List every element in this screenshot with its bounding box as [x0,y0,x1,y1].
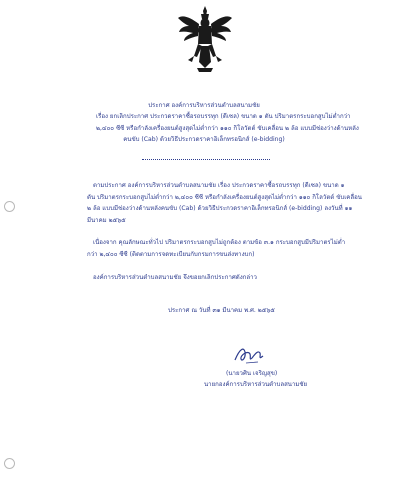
garuda-emblem-icon [177,4,233,74]
para2-line-1: เนื่องจาก คุณลักษณะทั่วไป ปริมาตรกระบอกสูบไม่ถูกต้อง ตามข้อ ๓.๑ กระบอกสูบมีปริมาตรไม่ต่ำ [93,239,346,246]
date-line: ประกาศ ณ วันที่ ๓๑ มีนาคม พ.ศ. ๒๕๖๕ [168,307,275,314]
subject-line-2: ๒,๔๐๐ ซีซี หรือกำลังเครื่องยนต์สูงสุดไม่ต่ำกว่า ๑๑๐ กิโลวัตต์ ขับเคลื่อน ๒ ล้อ แบบมีช่องว่างด้านหลัง [96,125,359,132]
para1-line-3: ๒ ล้อ แบบมีช่องว่างด้านหลังคนขับ (Cab) ด้วยวิธีประกวดราคาอิเล็กทรอนิกส์ (e-bidding) ลงวันที่ ๑๑ [87,205,353,212]
signer-name: (นายวศิน เจริญสุข) [226,370,278,377]
para3-line: องค์การบริหารส่วนตำบลสนามชัย จึงขอยกเลิกประกาศดังกล่าว [93,274,257,281]
subject-line-1: เรื่อง ยกเลิกประกาศ ประกวดราคาซื้อรถบรรทุก (ดีเซล) ขนาด ๑ ตัน ปริมาตรกระบอกสูบไม่ต่ำกว่า [96,113,351,120]
para1-line-4: มีนาคม ๒๕๖๕ [87,217,126,224]
para2-line-2: กว่า ๒,๔๐๐ ซีซี (ติดตามการจดทะเบียนกับกรมการขนส่งทางบก) [87,251,255,258]
para1-line-1: ตามประกาศ องค์การบริหารส่วนตำบลสนามชัย เรื่อง ประกวดราคาซื้อรถบรรทุก (ดีเซล) ขนาด ๑ [93,182,345,189]
binder-hole-bottom [4,458,15,469]
para1-line-2: ตัน ปริมาตรกระบอกสูบไม่ต่ำกว่า ๒,๔๐๐ ซีซี หรือกำลังเครื่องยนต์สูงสุดไม่ต่ำกว่า ๑๑๐ กิโลวัตต์ ขับเคลื่อน [87,194,362,201]
signature-icon [232,344,266,366]
issuer-line: ประกาศ องค์การบริหารส่วนตำบลสนามชัย [148,102,260,109]
subject-line-3: คนขับ (Cab) ด้วยวิธีประกวดราคาอิเล็กทรอนิกส์ (e-bidding) [123,136,285,143]
signer-title: นายกองค์การบริหารส่วนตำบลสนามชัย [204,381,308,388]
binder-hole-top [4,201,15,212]
separator-dots [142,159,270,160]
